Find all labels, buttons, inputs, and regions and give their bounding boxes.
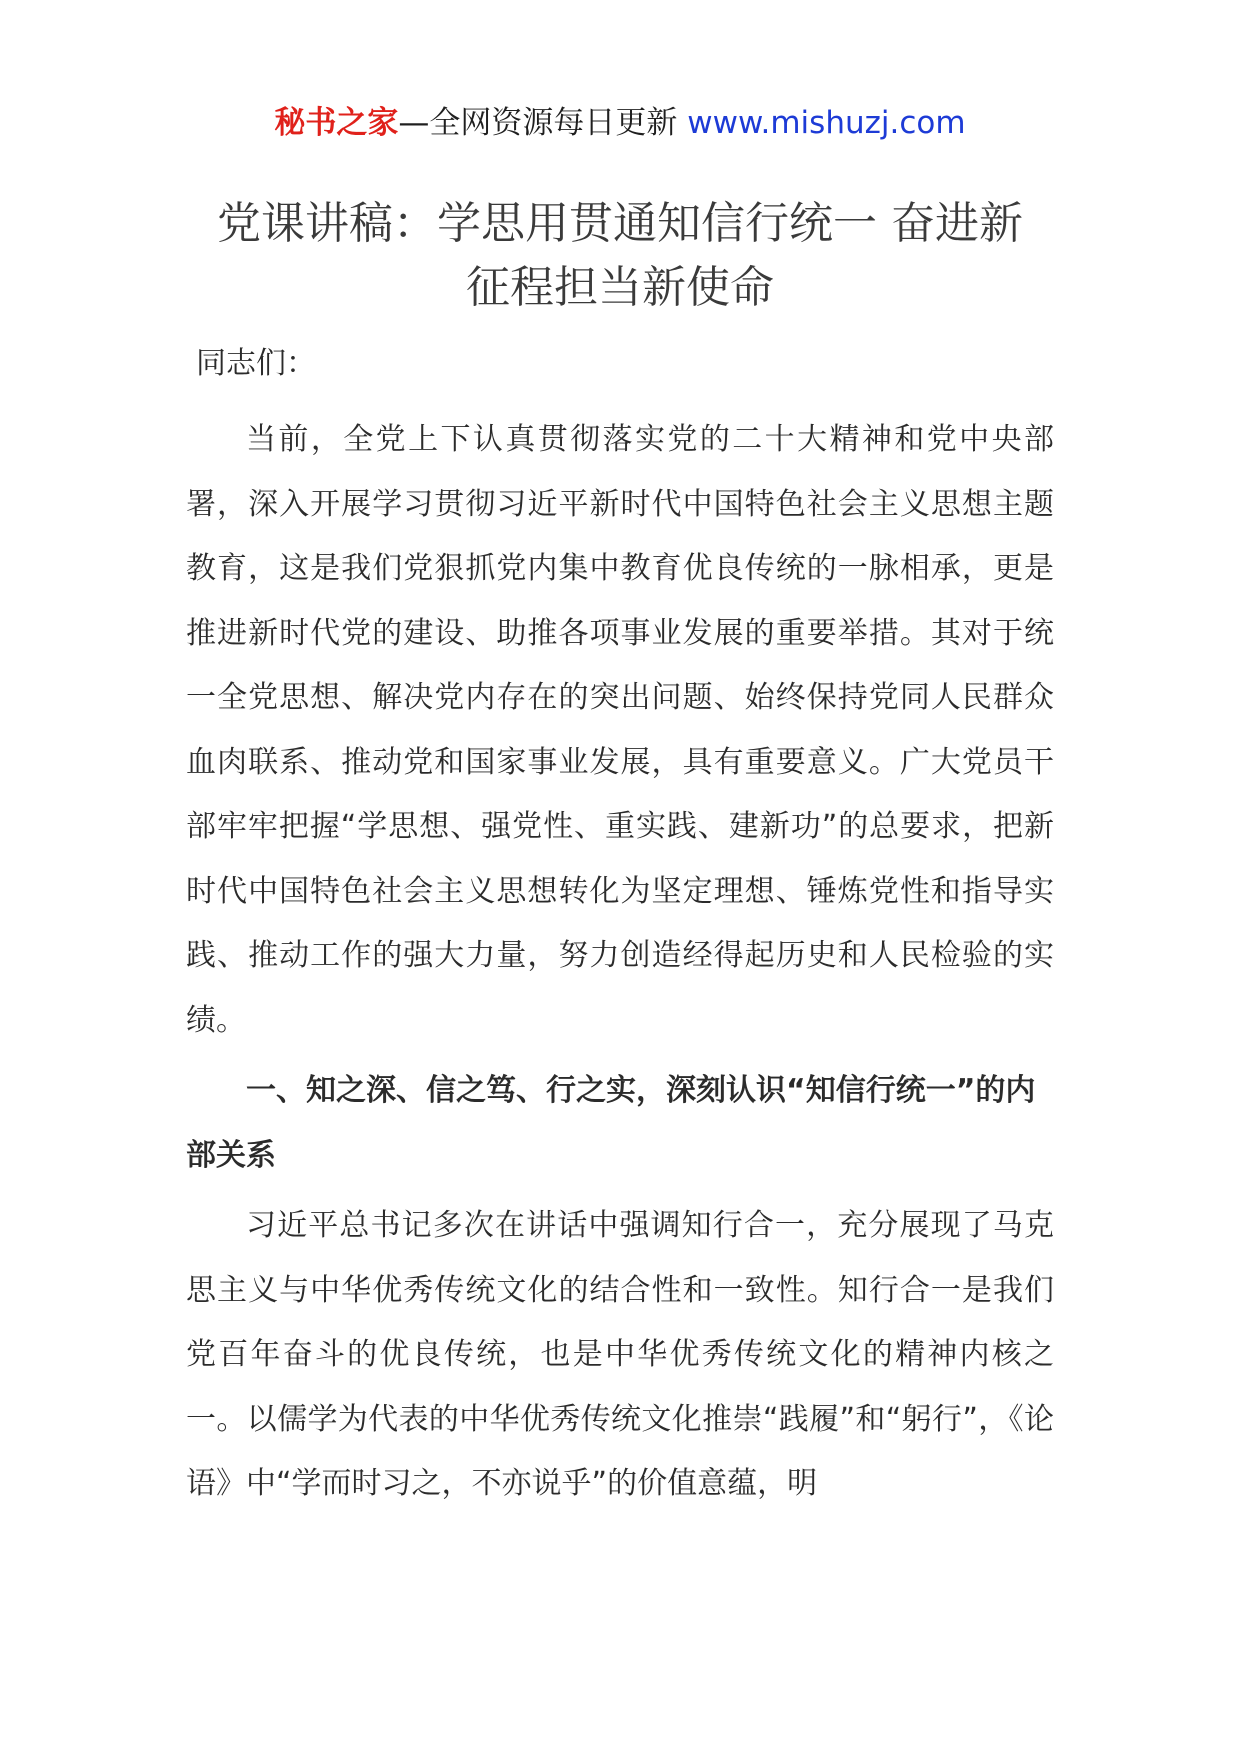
site-header (0, 100, 1240, 146)
paragraph-section-1: 习近平总书记多次在讲话中强调知行合一，充分展现了马克思主义与中华优秀传统文化的结合性和一致性。知行合一是我们党百年奋斗的优良传统，也是中华优秀传统文化的精神内核之一。以儒学为代表的中华优秀传统文化推崇“践履”和“躬行”，《论语》中“学而时习之，不亦说乎”的价值意蕴，明 (186, 1208, 1054, 1501)
header-slogan: —全网资源每日更新 (398, 105, 688, 141)
section-heading-1: 一、知之深、信之笃、行之实，深刻认识“知信行统一”的内部关系 (186, 1073, 1036, 1173)
brand-name: 秘书之家 (274, 105, 399, 141)
salutation: 同志们： (196, 346, 316, 381)
title-line-2: 征程担当新使命 (466, 262, 774, 313)
title-line-1: 党课讲稿：学思用贯通知信行统一 奋进新 (217, 198, 1023, 249)
document-title (0, 192, 1240, 320)
paragraph-intro: 当前，全党上下认真贯彻落实党的二十大精神和党中央部署，深入开展学习贯彻习近平新时代中国特色社会主义思想主题教育，这是我们党狠抓党内集中教育优良传统的一脉相承，更是推进新时代党的建设、助推各项事业发展的重要举措。其对于统一全党思想、解决党内存在的突出问题、始终保持党同人民群众血肉联系、推动党和国家事业发展，具有重要意义。广大党员干部牢牢把握“学思想、强党性、重实践、建新功”的总要求，把新时代中国特色社会主义思想转化为坚定理想、锤炼党性和指导实践、推动工作的强大力量，努力创造经得起历史和人民检验的实绩。 (186, 422, 1054, 1038)
document-body (186, 340, 1054, 1517)
site-url-link[interactable]: www.mishuzj.com (687, 105, 966, 141)
